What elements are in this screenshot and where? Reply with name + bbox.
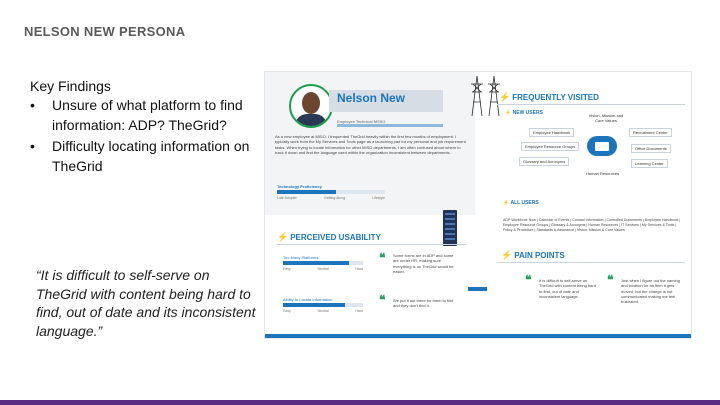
key-finding-text: Difficulty locating information on TheGrid (52, 138, 250, 174)
persona-description: As a new employee at MISO, I frequented TheGrid heavily within the first few months of employment. I typically work from the My Services and Tools page as a launching pad for my personal and job requirement tasks. When trying to locate information for other MISO departments, I am often confused about where to track it down and find the language used within the organization inconsistent between departments. (275, 134, 466, 156)
role-divider (337, 124, 443, 127)
slide-title: NELSON NEW PERSONA (24, 24, 186, 39)
chip-learning-center: Learning Center (631, 159, 668, 168)
power-tower-icon (470, 76, 484, 116)
tech-proficiency-ticks (277, 196, 385, 200)
metric-track (283, 303, 363, 307)
new-users-heading: ⚡ NEW USERS (505, 110, 543, 116)
persona-quote: “It is difficult to self-serve on TheGrid with content being hard to find, out of date and its inconsistent language.” (36, 267, 256, 339)
divider (497, 262, 685, 263)
pain-points-heading: ⚡ PAIN POINTS (501, 250, 565, 260)
persona-role: Employee Technical MSSO (337, 119, 386, 124)
tech-proficiency-label: Technology Proficiency (277, 184, 322, 189)
chip-employee-handbook: Employee Handbook (529, 128, 574, 137)
poster-footer-bar (265, 334, 692, 339)
divider (497, 104, 685, 105)
metric-ticks: Easy Neutral Hard (283, 309, 363, 313)
tech-proficiency-fill (277, 190, 336, 194)
lightning-bolt-icon: ⚡ (501, 250, 513, 260)
chip-vision-mission: Vision, Mission and Core Values (583, 112, 629, 124)
lightning-bolt-icon: ⚡ (499, 92, 511, 102)
persona-poster (264, 71, 692, 339)
chip-employee-resource-groups: Employee Resource Groups (521, 142, 579, 151)
usability-quote: Some forms are in ADP and some are under HR, making sure everything is on TheGrid would be easier. (393, 253, 454, 274)
tick-label: Lifestyle (372, 196, 385, 200)
tick-label: Getting Along (324, 196, 346, 200)
chip-office-documents: Office Documents (631, 144, 671, 153)
quote-mark-icon: ❝ (379, 293, 386, 307)
key-finding-item (30, 96, 255, 135)
divider (277, 244, 467, 245)
usability-quote: We put it out there for them to find and they don't find it. (393, 298, 454, 309)
key-finding-item (30, 137, 255, 176)
chip-recruitment-center: Recruitment Center (629, 128, 672, 137)
persona-name: Nelson New (337, 91, 406, 105)
key-findings-title: Key Findings (30, 78, 111, 94)
metric-track (283, 261, 363, 265)
all-users-links: ADP Workforce Now | Calendar of Events | Contact Information | Controlled Documents | Employee Handbook | Employee Resource Groups | Glossary & Acronyms | Human Resources | IT Services | My Services & Tools | Policy & Procedure | Standards & Assurance | Vision, Mission & Core Values (503, 218, 681, 232)
metric-fill (283, 303, 345, 307)
metric-label: Too Many Platforms (283, 255, 319, 260)
avatar (289, 84, 333, 128)
pain-point-quote: It is difficult to self-serve on TheGrid with content being hard to find, out of date and inconsistent language. (539, 278, 596, 299)
bottom-accent-bar (0, 400, 720, 405)
quote-mark-icon: ❝ (607, 273, 614, 287)
frequently-visited-heading: ⚡ FREQUENTLY VISITED (499, 92, 599, 102)
key-findings-list (30, 96, 255, 178)
quote-mark-icon: ❝ (525, 273, 532, 287)
tick-label: Late Adopter (277, 196, 297, 200)
key-finding-text: Unsure of what platform to find information: ADP? TheGrid? (52, 97, 243, 133)
bullet: • (30, 97, 35, 113)
perceived-usability-heading: ⚡ PERCEIVED USABILITY (277, 232, 381, 242)
chip-human-resources: Human Resources (583, 170, 622, 177)
chip-glossary-acronyms: Glossary and Acronyms (519, 157, 569, 166)
tech-proficiency-track (277, 190, 385, 194)
connector-strip (468, 287, 487, 291)
metric-label: Ability to Locate Information (283, 297, 333, 302)
all-users-heading: ⚡ ALL USERS (503, 200, 539, 206)
metric-fill (283, 261, 349, 265)
metric-ticks: Easy Neutral Hard (283, 267, 363, 271)
server-rack-icon (443, 210, 457, 246)
monitor-icon (595, 142, 609, 151)
pain-point-quote: Just when I figure out the naming and location for an item it gets moved, but the change is not communicated making me feel frustrated. (621, 278, 680, 305)
bullet: • (30, 138, 35, 154)
avatar-body-icon (295, 114, 327, 128)
lightning-bolt-icon: ⚡ (277, 232, 289, 242)
quote-mark-icon: ❝ (379, 251, 386, 265)
avatar-face-icon (302, 92, 320, 114)
